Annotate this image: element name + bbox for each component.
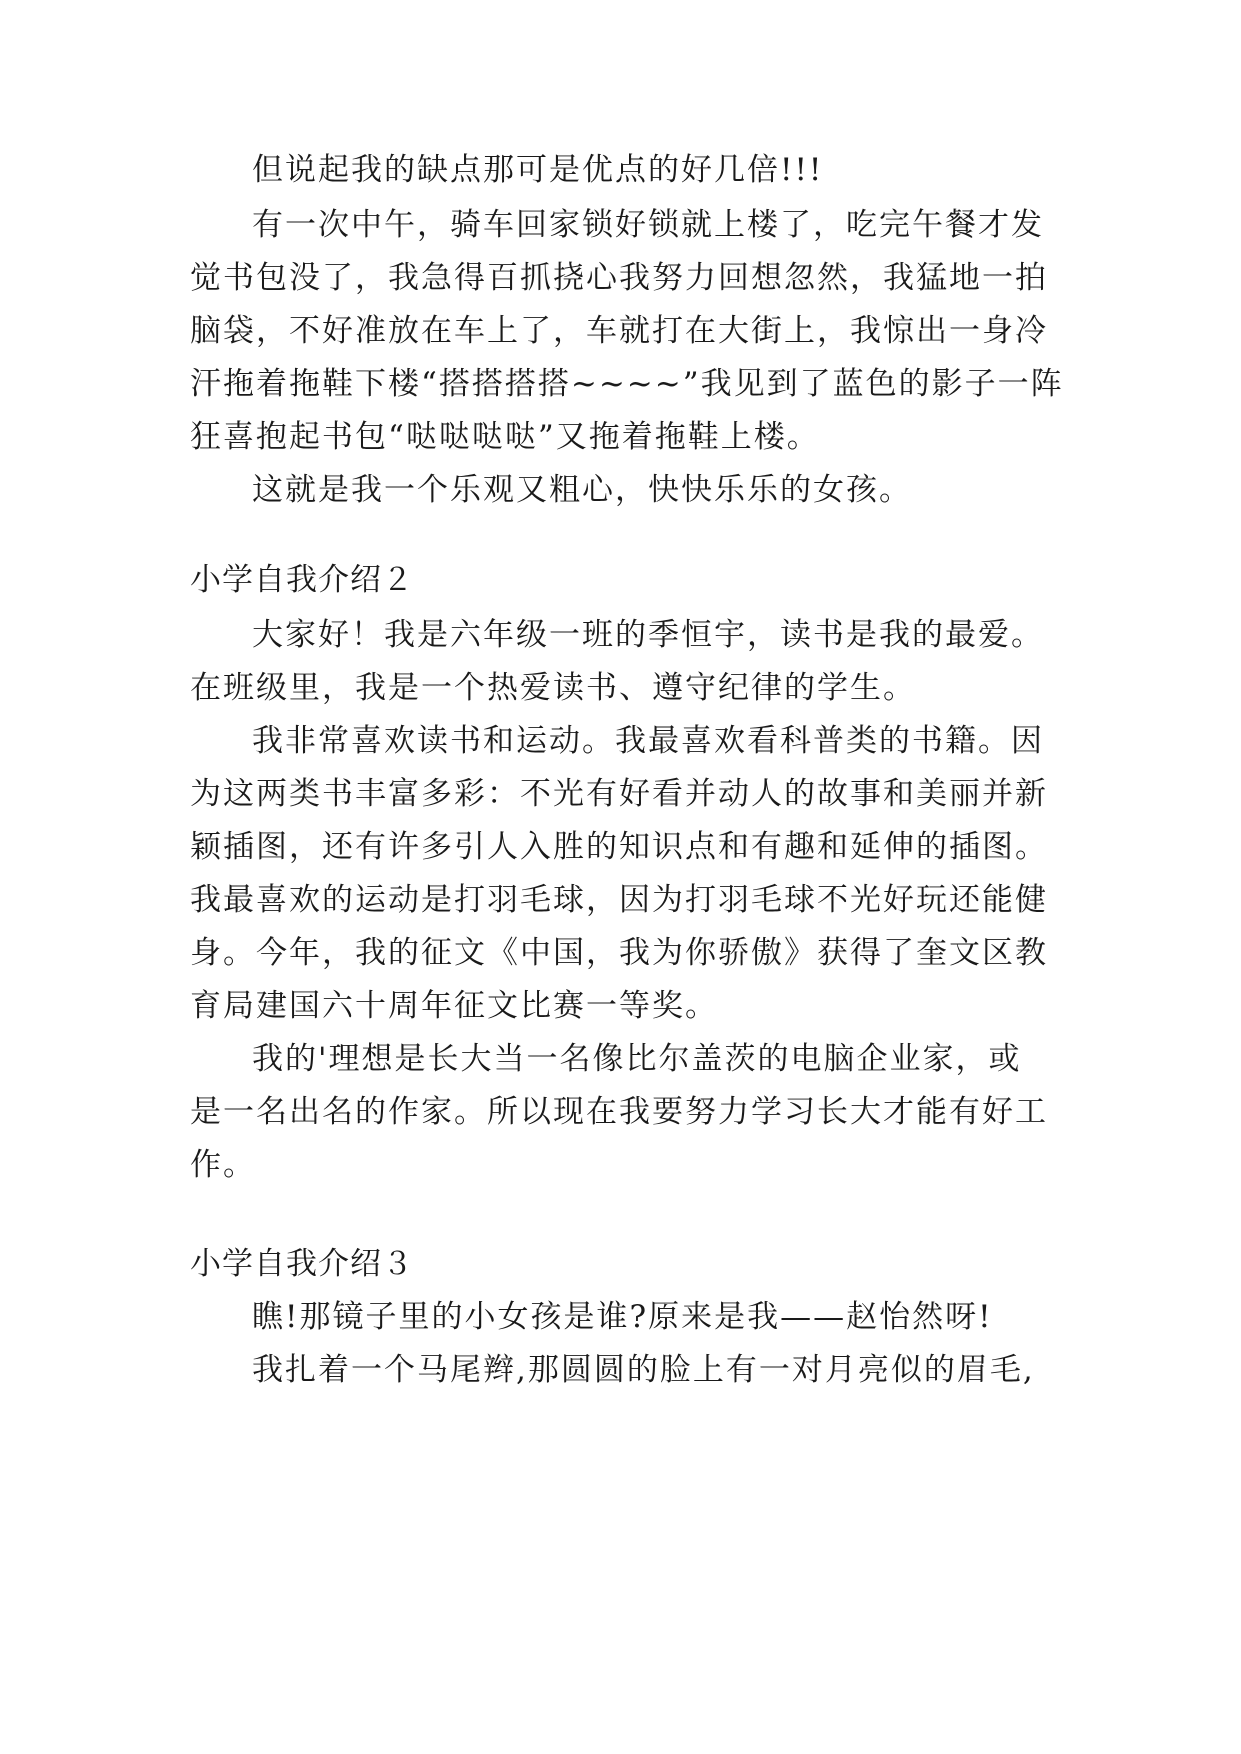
paragraph-line: 瞧!那镜子里的小女孩是谁?原来是我——赵怡然呀!	[252, 1299, 993, 1335]
paragraph-line: 作。	[190, 1147, 256, 1183]
paragraph-line: 有一次中午，骑车回家锁好锁就上楼了，吃完午餐才发	[252, 207, 1044, 243]
paragraph-line: 我最喜欢的运动是打羽毛球，因为打羽毛球不光好玩还能健	[190, 882, 1048, 918]
paragraph-line: 脑袋，不好准放在车上了，车就打在大街上，我惊出一身冷	[190, 313, 1048, 349]
section-heading: 小学自我介绍２	[190, 562, 414, 598]
paragraph-line: 汗拖着拖鞋下楼“搭搭搭搭~~~~”我见到了蓝色的影子一阵	[190, 366, 1064, 402]
paragraph-line: 觉书包没了，我急得百抓挠心我努力回想忽然，我猛地一拍	[190, 260, 1048, 296]
paragraph-line: 为这两类书丰富多彩：不光有好看并动人的故事和美丽并新	[190, 776, 1048, 812]
paragraph-line: 颖插图，还有许多引人入胜的知识点和有趣和延伸的插图。	[190, 829, 1048, 865]
paragraph-line: 这就是我一个乐观又粗心，快快乐乐的女孩。	[252, 472, 912, 508]
paragraph-line: 大家好！我是六年级一班的季恒宇，读书是我的最爱。	[252, 617, 1044, 653]
paragraph-line: 我的'理想是长大当一名像比尔盖茨的电脑企业家，或	[252, 1041, 1022, 1077]
paragraph-line: 狂喜抱起书包“哒哒哒哒”又拖着拖鞋上楼。	[190, 419, 820, 455]
paragraph-line: 我扎着一个马尾辫,那圆圆的脸上有一对月亮似的眉毛,	[252, 1352, 1035, 1388]
paragraph-line: 是一名出名的作家。所以现在我要努力学习长大才能有好工	[190, 1094, 1048, 1130]
paragraph-line: 我非常喜欢读书和运动。我最喜欢看科普类的书籍。因	[252, 723, 1044, 759]
section-heading: 小学自我介绍３	[190, 1246, 414, 1282]
paragraph-line: 身。今年，我的征文《中国，我为你骄傲》获得了奎文区教	[190, 935, 1048, 971]
paragraph-line: 育局建国六十周年征文比赛一等奖。	[190, 988, 718, 1024]
paragraph-line: 在班级里，我是一个热爱读书、遵守纪律的学生。	[190, 670, 916, 706]
paragraph-line: 但说起我的缺点那可是优点的好几倍!!!	[252, 152, 824, 188]
